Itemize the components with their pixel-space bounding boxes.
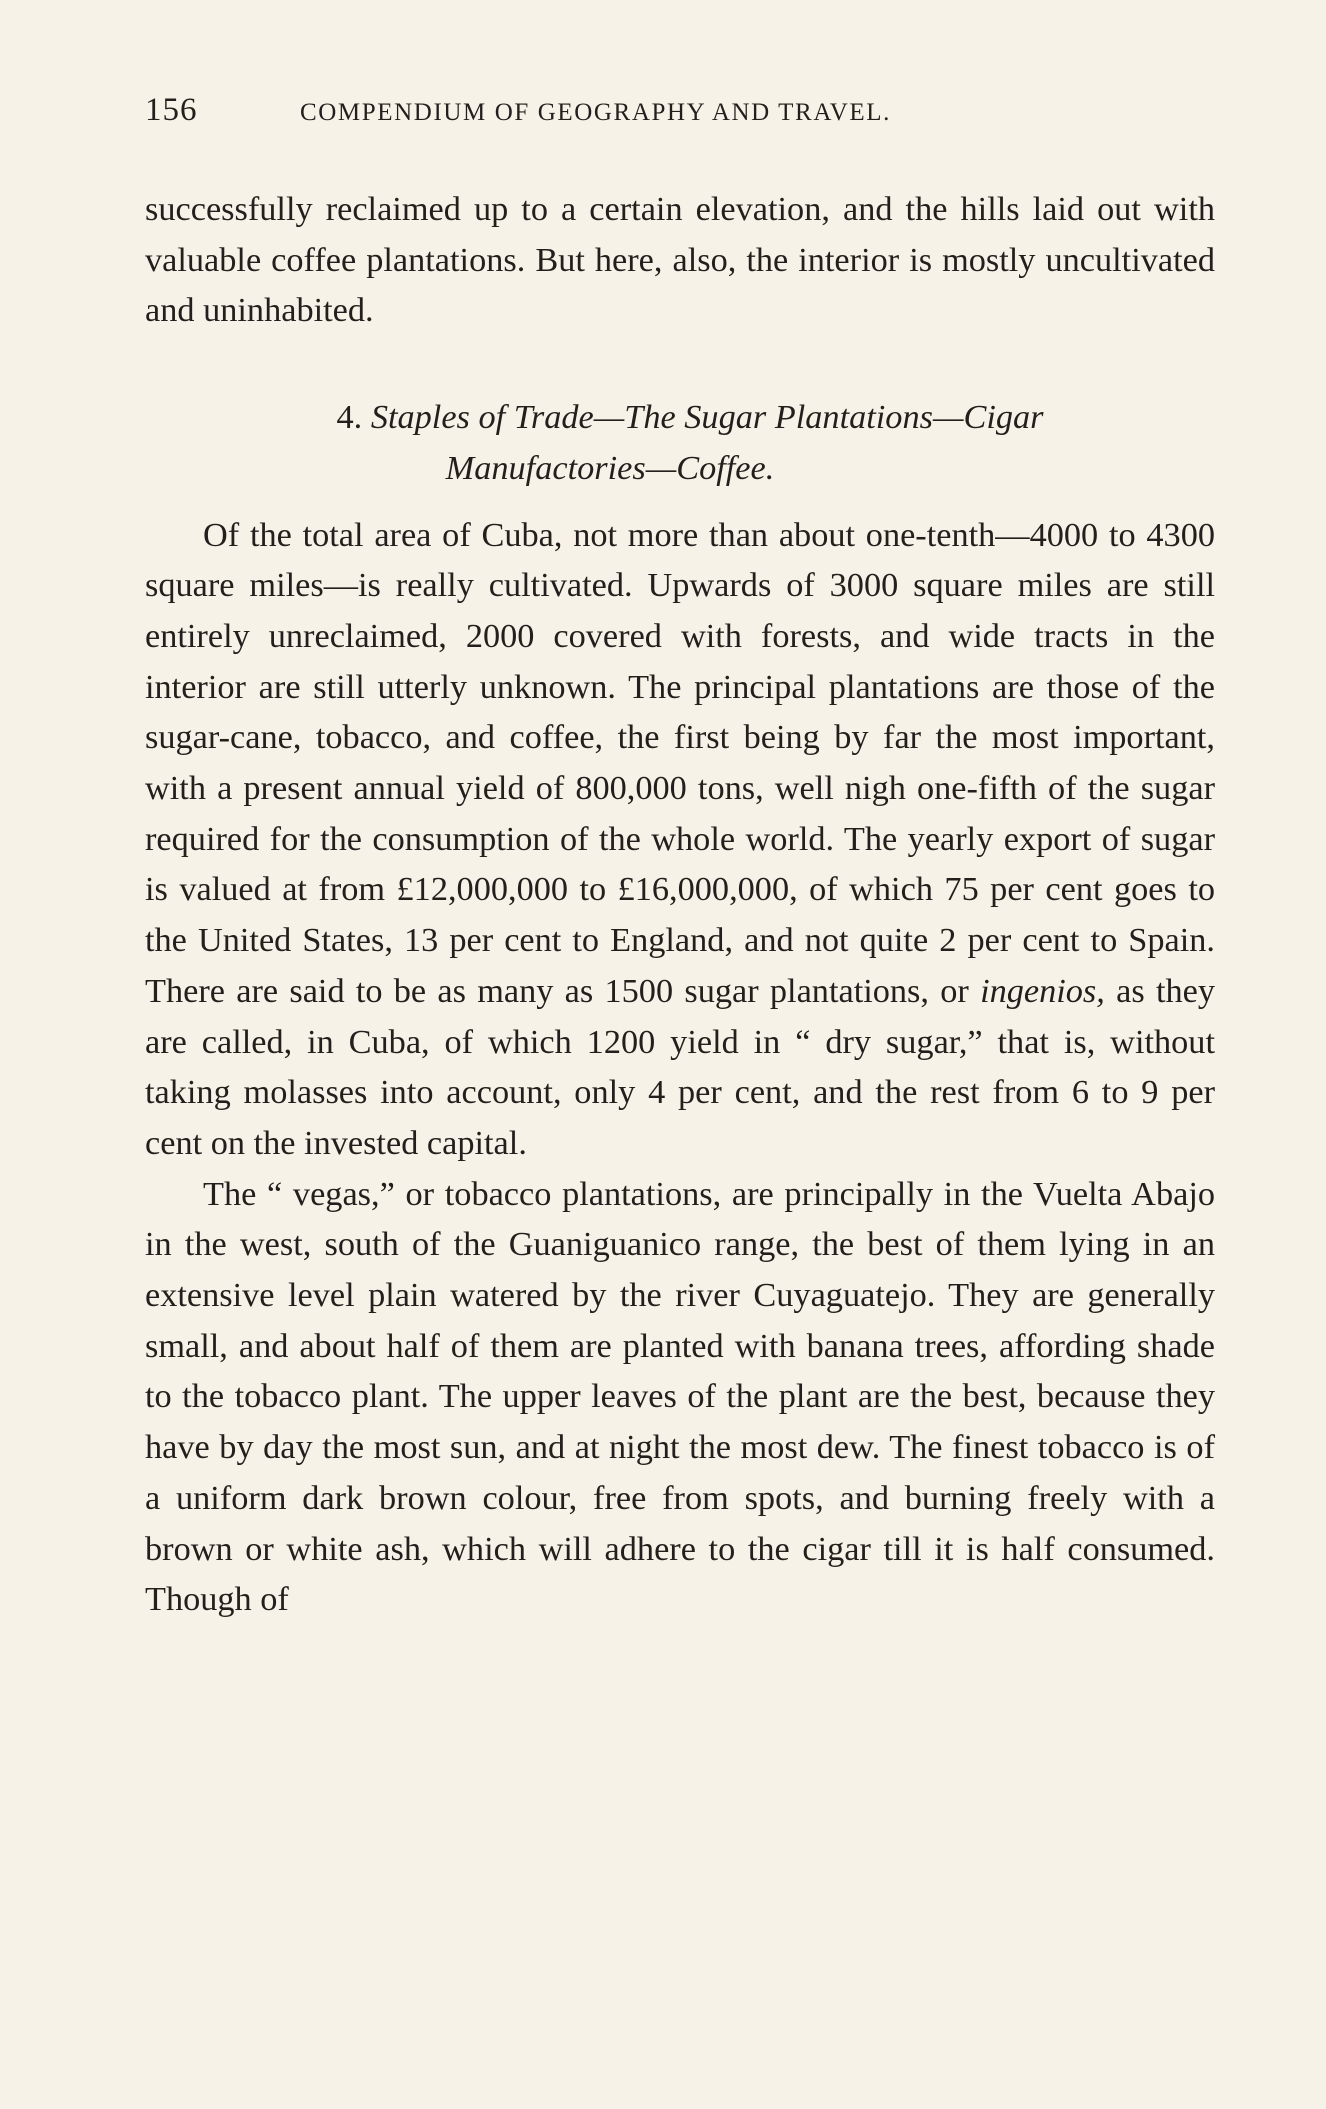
section-number: 4.: [336, 398, 363, 437]
section-title-line-1: Staples of Trade—The Sugar Plantations—Cigar: [370, 398, 1044, 437]
paragraph-sugar-end: as they are called, in Cuba, of which 1200 yield in “ dry sugar,” that is, without taking molasses into account, only 4 per cent, and the rest from 6 to 9 per cent on the invested capital.: [145, 971, 1215, 1162]
paragraph-sugar-text: Of the total area of Cuba, not more than about one-tenth—4000 to 4300 square miles—is really cultivated. Upwards of 3000 square miles are still entirely unreclaimed, 2000 covered with forests, and wide tracts in the interior are still utterly unknown. The principal plantations are those of the sugar-cane, tobacco, and coffee, the first being by far the most important, with a present annual yield of 800,000 tons, well nigh one-fifth of the sugar required for the consumption of the whole world. The yearly export of sugar is valued at from £12,000,000 to £16,000,000, of which 75 per cent goes to the United States, 13 per cent to England, and not quite 2 per cent to Spain. There are said to be as many as 1500 sugar plantations, or: [145, 515, 1215, 1010]
running-title: COMPENDIUM OF GEOGRAPHY AND TRAVEL.: [300, 99, 892, 126]
paragraph-tobacco: The “ vegas,” or tobacco plantations, are principally in the Vuelta Abajo in the west, south of the Guaniguanico range, the best of them lying in an extensive level plain watered by the river Cuyaguatejo. They are generally small, and about half of them are planted with banana trees, affording shade to the tobacco plant. The upper leaves of the plant are the best, because they have by day the most sun, and at night the most dew. The finest tobacco is of a uniform dark brown colour, free from spots, and burning freely with a brown or white ash, which will adhere to the cigar till it is half consumed. Though of: [145, 1174, 1215, 1619]
book-page: [145, 92, 1215, 1625]
running-head: [145, 92, 1215, 144]
section-heading-line-1: [145, 392, 1215, 443]
paragraph-continuation: successfully reclaimed up to a certain elevation, and the hills laid out with valuable coffee plantations. But here, also, the interior is mostly uncultivated and uninhabited.: [145, 190, 1215, 330]
section-title-line-2: Manufactories—Coffee.: [445, 448, 775, 487]
paragraph-sugar: [145, 510, 1215, 1169]
page-number: 156: [145, 92, 198, 128]
paragraph-sugar-italic: ingenios,: [980, 971, 1105, 1010]
section-heading: [145, 392, 1215, 493]
